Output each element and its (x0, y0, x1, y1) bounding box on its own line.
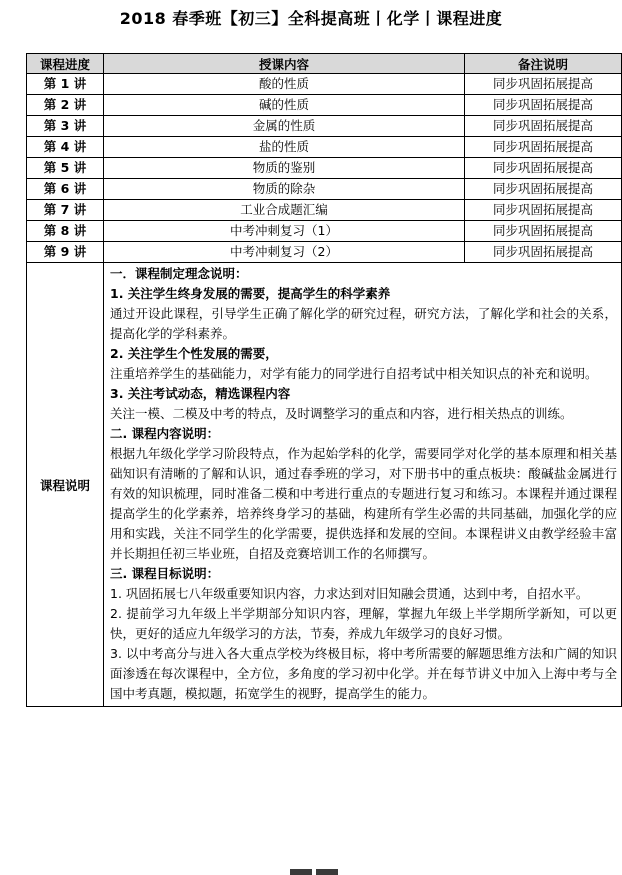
note-cell: 同步巩固拓展提高 (465, 116, 622, 137)
paragraph: 3. 以中考高分与进入各大重点学校为终极目标，将中考所需要的解题思维方法和广阔的知识面渗透在每次课程中，全方位，多角度的学习初中化学。并在每节讲义中加入上海中考与全国中考真题，模拟题，拓宽学生的视野，提高学生的能力。 (110, 646, 617, 701)
paragraph: 关注一模、二模及中考的特点，及时调整学习的重点和内容，进行相关热点的训练。 (110, 406, 573, 421)
lecture-cell: 第 4 讲 (27, 137, 104, 158)
course-description-text (104, 263, 622, 707)
header-note: 备注说明 (465, 54, 622, 74)
lecture-cell: 第 3 讲 (27, 116, 104, 137)
table-row (27, 158, 622, 179)
content-cell: 酸的性质 (104, 74, 465, 95)
content-cell: 工业合成题汇编 (104, 200, 465, 221)
header-lecture: 课程进度 (27, 54, 104, 74)
note-cell: 同步巩固拓展提高 (465, 221, 622, 242)
table-row (27, 200, 622, 221)
lecture-cell: 第 2 讲 (27, 95, 104, 116)
table-row (27, 116, 622, 137)
section-heading: 二. 课程内容说明： (110, 426, 220, 441)
lecture-cell: 第 7 讲 (27, 200, 104, 221)
page-title: 2018 春季班【初三】全科提高班丨化学丨课程进度 (119, 9, 503, 28)
note-cell: 同步巩固拓展提高 (465, 137, 622, 158)
note-cell: 同步巩固拓展提高 (465, 158, 622, 179)
table-row (27, 242, 622, 263)
paragraph: 注重培养学生的基础能力，对学有能力的同学进行自招考试中相关知识点的补充和说明。 (110, 366, 598, 381)
note-cell: 同步巩固拓展提高 (465, 179, 622, 200)
note-cell: 同步巩固拓展提高 (465, 74, 622, 95)
course-description-row (27, 263, 622, 707)
lecture-cell: 第 9 讲 (27, 242, 104, 263)
content-cell: 金属的性质 (104, 116, 465, 137)
lecture-cell: 第 5 讲 (27, 158, 104, 179)
header-content: 授课内容 (104, 54, 465, 74)
table-row (27, 95, 622, 116)
paragraph: 2. 提前学习九年级上半学期部分知识内容，理解，掌握九年级上半学期所学新知，可以更快，更好的适应九年级学习的方法，节奏，养成九年级学习的良好习惯。 (110, 606, 617, 641)
subsection-heading: 3. 关注考试动态，精选课程内容 (110, 386, 291, 401)
course-description-label: 课程说明 (27, 263, 104, 707)
lecture-cell: 第 8 讲 (27, 221, 104, 242)
lecture-cell: 第 1 讲 (27, 74, 104, 95)
content-cell: 中考冲刺复习（2） (104, 242, 465, 263)
page-edge-marker (316, 869, 338, 875)
lecture-cell: 第 6 讲 (27, 179, 104, 200)
table-row (27, 179, 622, 200)
table-row (27, 74, 622, 95)
subsection-heading: 1. 关注学生终身发展的需要，提高学生的科学素养 (110, 286, 391, 301)
content-cell: 物质的除杂 (104, 179, 465, 200)
subsection-heading: 2. 关注学生个性发展的需要， (110, 346, 278, 361)
content-cell: 碱的性质 (104, 95, 465, 116)
paragraph: 根据九年级化学学习阶段特点，作为起始学科的化学，需要同学对化学的基本原理和相关基础知识有清晰的了解和认识，通过春季班的学习，对下册书中的重点板块：酸碱盐金属进行有效的知识梳理，同时准备二模和中考进行重点的专题进行复习和练习。本课程并通过课程提高学生的化学素养，培养终身学习的基础，构建所有学生必需的共同基础，加强化学的应用和实践，关注不同学生的化学需要，提供选择和发展的空间。本课程讲义由教学经验丰富并长期担任初三毕业班，自招及竞赛培训工作的名师撰写。 (110, 446, 617, 561)
table-row (27, 137, 622, 158)
section-heading: 三. 课程目标说明： (110, 566, 220, 581)
section-heading: 一．课程制定理念说明： (110, 266, 248, 281)
table-row (27, 221, 622, 242)
content-cell: 物质的鉴别 (104, 158, 465, 179)
course-schedule-table (26, 53, 622, 707)
table-header-row (27, 54, 622, 74)
note-cell: 同步巩固拓展提高 (465, 200, 622, 221)
paragraph: 通过开设此课程，引导学生正确了解化学的研究过程，研究方法，了解化学和社会的关系，提高化学的学科素养。 (110, 306, 617, 341)
note-cell: 同步巩固拓展提高 (465, 242, 622, 263)
paragraph: 1. 巩固拓展七八年级重要知识内容，力求达到对旧知融会贯通，达到中考，自招水平。 (110, 586, 589, 601)
page-edge-marker (290, 869, 312, 875)
content-cell: 盐的性质 (104, 137, 465, 158)
content-cell: 中考冲刺复习（1） (104, 221, 465, 242)
note-cell: 同步巩固拓展提高 (465, 95, 622, 116)
